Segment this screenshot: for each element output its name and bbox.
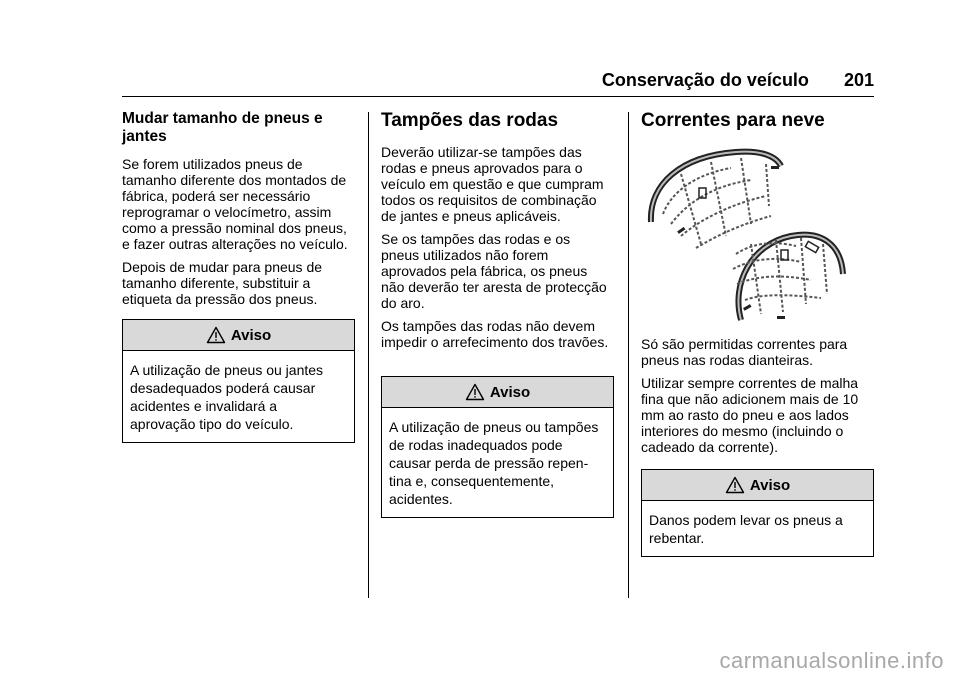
warning-box [381, 376, 614, 518]
section-title: Conservação do veículo [601, 70, 809, 90]
page-header [0, 70, 874, 91]
warning-text: A utilização de pneus ou tampões de rodas inadequados pode causar perda de pressão repen- tina e, consequentemente, acidentes. [389, 419, 599, 507]
column-wheel-covers [381, 110, 614, 518]
warning-title: Aviso [489, 383, 531, 401]
warning-triangle-icon [206, 326, 226, 344]
column-tire-size [122, 110, 355, 443]
warning-title: Aviso [230, 326, 272, 344]
paragraph: Deverão utilizar-se tampões das rodas e pneus aprovados para o veículo em questão e que cumpram todos os requisitos de combinação de jantes e pneus aplicáveis. [381, 144, 604, 224]
section-heading: Correntes para neve [641, 110, 825, 131]
section-heading: Tampões das rodas [381, 110, 559, 131]
warning-text: A utilização de pneus ou jantes desadequados poderá causar acidentes e invalidará a aprovação tipo do veículo. [130, 362, 324, 432]
paragraph: Utilizar sempre correntes de malha fina que não adicionem mais de 10 mm ao rasto do pneu e aos lados interiores do mesmo (incluindo o cadeado da corrente). [641, 375, 859, 455]
warning-box [641, 469, 874, 557]
paragraph: Se forem utilizados pneus de tamanho diferente dos montados de fábrica, poderá ser necessário reprogramar o velocímetro, assim como a pressão nominal dos pneus, e fazer outras alterações no veículo. [122, 156, 348, 252]
header-rule [122, 96, 874, 97]
column-divider-2 [628, 112, 629, 598]
warning-header [382, 377, 613, 408]
paragraph: Depois de mudar para pneus de tamanho diferente, substituir a etiqueta da pressão dos pneus. [122, 259, 323, 307]
watermark: carmanualsonline.info [719, 648, 944, 673]
paragraph: Os tampões das rodas não devem impedir o arrefecimento dos travões. [381, 318, 609, 350]
warning-header [642, 470, 873, 501]
page-number: 201 [843, 70, 874, 90]
snow-chains-illustration [641, 144, 846, 322]
warning-box [122, 319, 355, 443]
paragraph: Só são permitidas correntes para pneus nas rodas dianteiras. [641, 336, 848, 368]
column-divider-1 [368, 112, 369, 598]
warning-triangle-icon [725, 476, 745, 494]
warning-header [123, 320, 354, 351]
section-heading: Mudar tamanho de pneus e jantes [122, 110, 323, 145]
warning-text: Danos podem levar os pneus a rebentar. [649, 512, 843, 546]
column-snow-chains [641, 110, 874, 557]
warning-title: Aviso [749, 476, 791, 494]
warning-triangle-icon [465, 383, 485, 401]
paragraph: Se os tampões das rodas e os pneus utilizados não forem aprovados pela fábrica, os pneus não deverão ter aresta de protecção do aro. [381, 231, 607, 311]
